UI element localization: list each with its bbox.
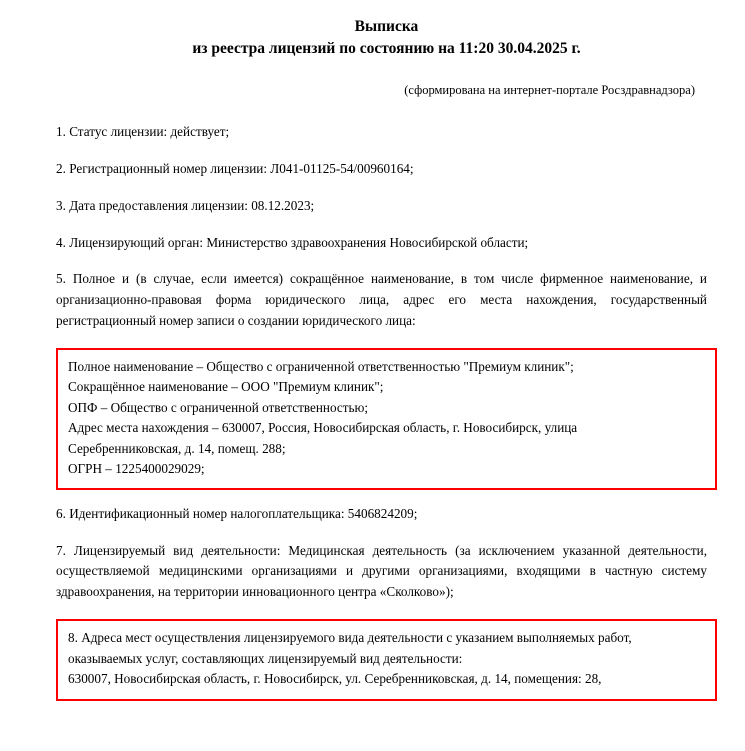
- item-inn: 6. Идентификационный номер налогоплательщика: 5406824209;: [56, 505, 418, 521]
- item-status: 1. Статус лицензии: действует;: [56, 123, 230, 139]
- document-body: [56, 122, 717, 702]
- title-line-2: из реестра лицензий по состоянию на 11:20 30.04.2025 г.: [192, 40, 581, 58]
- highlight-box-addresses: [56, 619, 717, 701]
- org-short-name: Сокращённое наименование – ООО "Премиум клиник";: [68, 379, 384, 395]
- highlight-box-organization: [56, 348, 717, 490]
- item-name-intro: 5. Полное и (в случае, если имеется) сокращённое наименование, в том числе фирменное наименование, и организационно-правовая форма юридического лица, адрес его места нахождения, государственный регистрационный номер записи о создании юридического лица:: [56, 271, 707, 329]
- org-full-name: Полное наименование – Общество с ограниченной ответственностью "Премиум клиник";: [68, 358, 574, 374]
- addresses-intro: 8. Адреса мест осуществления лицензируемого вида деятельности с указанием выполняемых работ, оказываемых услуг, составляющих лицензируемый вид деятельности:: [68, 630, 632, 666]
- item-license-date: 3. Дата предоставления лицензии: 08.12.2023;: [56, 197, 315, 213]
- item-licensing-authority: 4. Лицензирующий орган: Министерство здравоохранения Новосибирской области;: [56, 234, 529, 250]
- document-title: [56, 12, 717, 61]
- org-legal-form: ОПФ – Общество с ограниченной ответственностью;: [68, 399, 369, 415]
- item-activity-type: 7. Лицензируемый вид деятельности: Медицинская деятельность (за исключением указанной деятельности, осуществляемой медицинскими организациями и другими организациями, входящими в частную систему здравоохранения, на территории инновационного центра «Сколково»);: [56, 542, 707, 600]
- org-address-line-2: Серебренниковская, д. 14, помещ. 288;: [68, 440, 286, 456]
- org-address-line-1: Адрес места нахождения – 630007, Россия, Новосибирская область, г. Новосибирск, улица: [68, 420, 578, 436]
- address-entry: 630007, Новосибирская область, г. Новосибирск, ул. Серебренниковская, д. 14, помещения: 28,: [68, 671, 602, 687]
- org-ogrn: ОГРН – 1225400029029;: [68, 461, 205, 477]
- document-subtitle: (сформирована на интернет-портале Росздравнадзора): [404, 82, 695, 97]
- title-line-1: Выписка: [354, 18, 419, 35]
- item-registration-number: 2. Регистрационный номер лицензии: Л041-01125-54/00960164;: [56, 160, 414, 176]
